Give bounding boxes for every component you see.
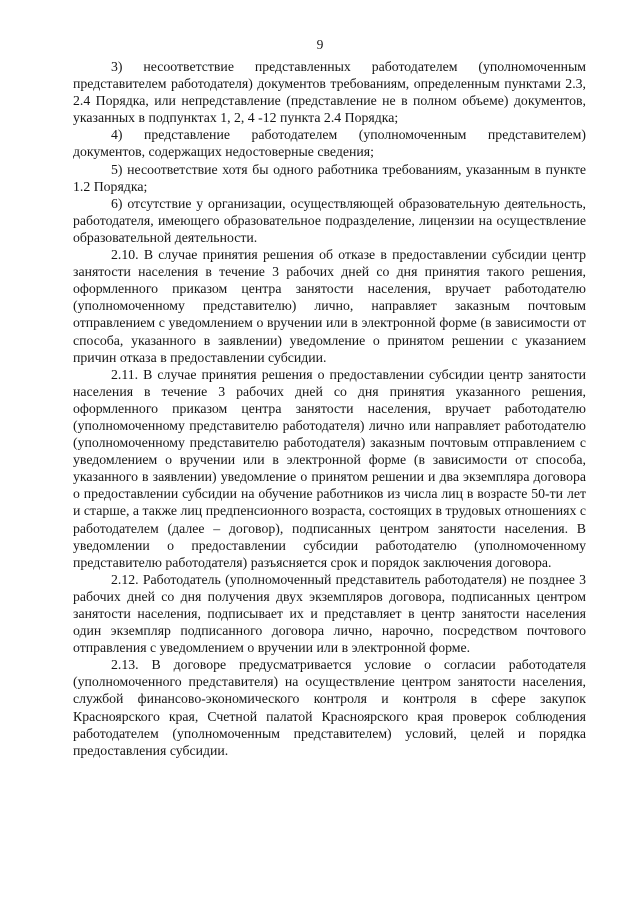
paragraph-item-6: 6) отсутствие у организации, осуществляющей образовательную деятельность, работодателя, имеющего образовательное подразделение, лицензии на осуществление образовательной деятельности.: [73, 195, 586, 245]
paragraph-item-5: 5) несоответствие хотя бы одного работника требованиям, указанным в пункте 1.2 Порядка;: [73, 161, 586, 194]
page-number: 9: [316, 37, 324, 52]
paragraph-2-12: 2.12. Работодатель (уполномоченный представитель работодателя) не позднее 3 рабочих дней со дня получения двух экземпляров договора, подписанных центром занятости населения, подписывает их и представляет в центр занятости населения один экземпляр подписанного договора лично, нарочно, посредством почтового отправления с уведомлением о вручении или в электронной форме.: [73, 571, 586, 656]
document-body: [73, 58, 586, 759]
paragraph-item-4: 4) представление работодателем (уполномоченным представителем) документов, содержащих недостоверные сведения;: [73, 127, 586, 160]
paragraph-item-3: 3) несоответствие представленных работодателем (уполномоченным представителем работодателя) документов требованиям, определенным пунктами 2.3, 2.4 Порядка, или непредставление (представление не в полном объеме) документов, указанных в подпунктах 1, 2, 4 -12 пункта 2.4 Порядка;: [73, 59, 586, 126]
paragraph-2-10: 2.10. В случае принятия решения об отказе в предоставлении субсидии центр занятости населения в течение 3 рабочих дней со дня принятия такого решения, оформленного приказом центра занятости населения, вручает работодателю (уполномоченному представителю) лично, направляет заказным почтовым отправлением с уведомлением о вручении или в электронной форме (в зависимости от способа, указанного в заявлении) уведомление о принятом решении с указанием причин отказа в предоставлении субсидии.: [73, 247, 586, 365]
paragraph-2-11: 2.11. В случае принятия решения о предоставлении субсидии центр занятости населения в течение 3 рабочих дней со дня принятия указанного решения, оформленного приказом центра занятости населения, вручает работодателю (уполномоченному представителю работодателя) лично или направляет работодателю (уполномоченному представителю работодателя) заказным почтовым отправлением с уведомлением о вручении или в электронной форме (в зависимости от способа, указанного в заявлении) уведомление о принятом решении и два экземпляра договора о предоставлении субсидии на обучение работников из числа лиц в возрасте 50-ти лет и старше, а также лиц предпенсионного возраста, состоящих в трудовых отношениях с работодателем (далее – договор), подписанных центром занятости населения. В уведомлении о предоставлении субсидии работодателю (уполномоченному представителю работодателя) разъясняется срок и порядок заключения договора.: [73, 366, 586, 570]
paragraph-2-13: 2.13. В договоре предусматривается условие о согласии работодателя (уполномоченного представителя) на осуществление центром занятости населения, службой финансово-экономического контроля и контроля в сфере закупок Красноярского края, Счетной палатой Красноярского края проверок соблюдения работодателем (уполномоченным представителем) условий, целей и порядка предоставления субсидии.: [73, 657, 586, 758]
